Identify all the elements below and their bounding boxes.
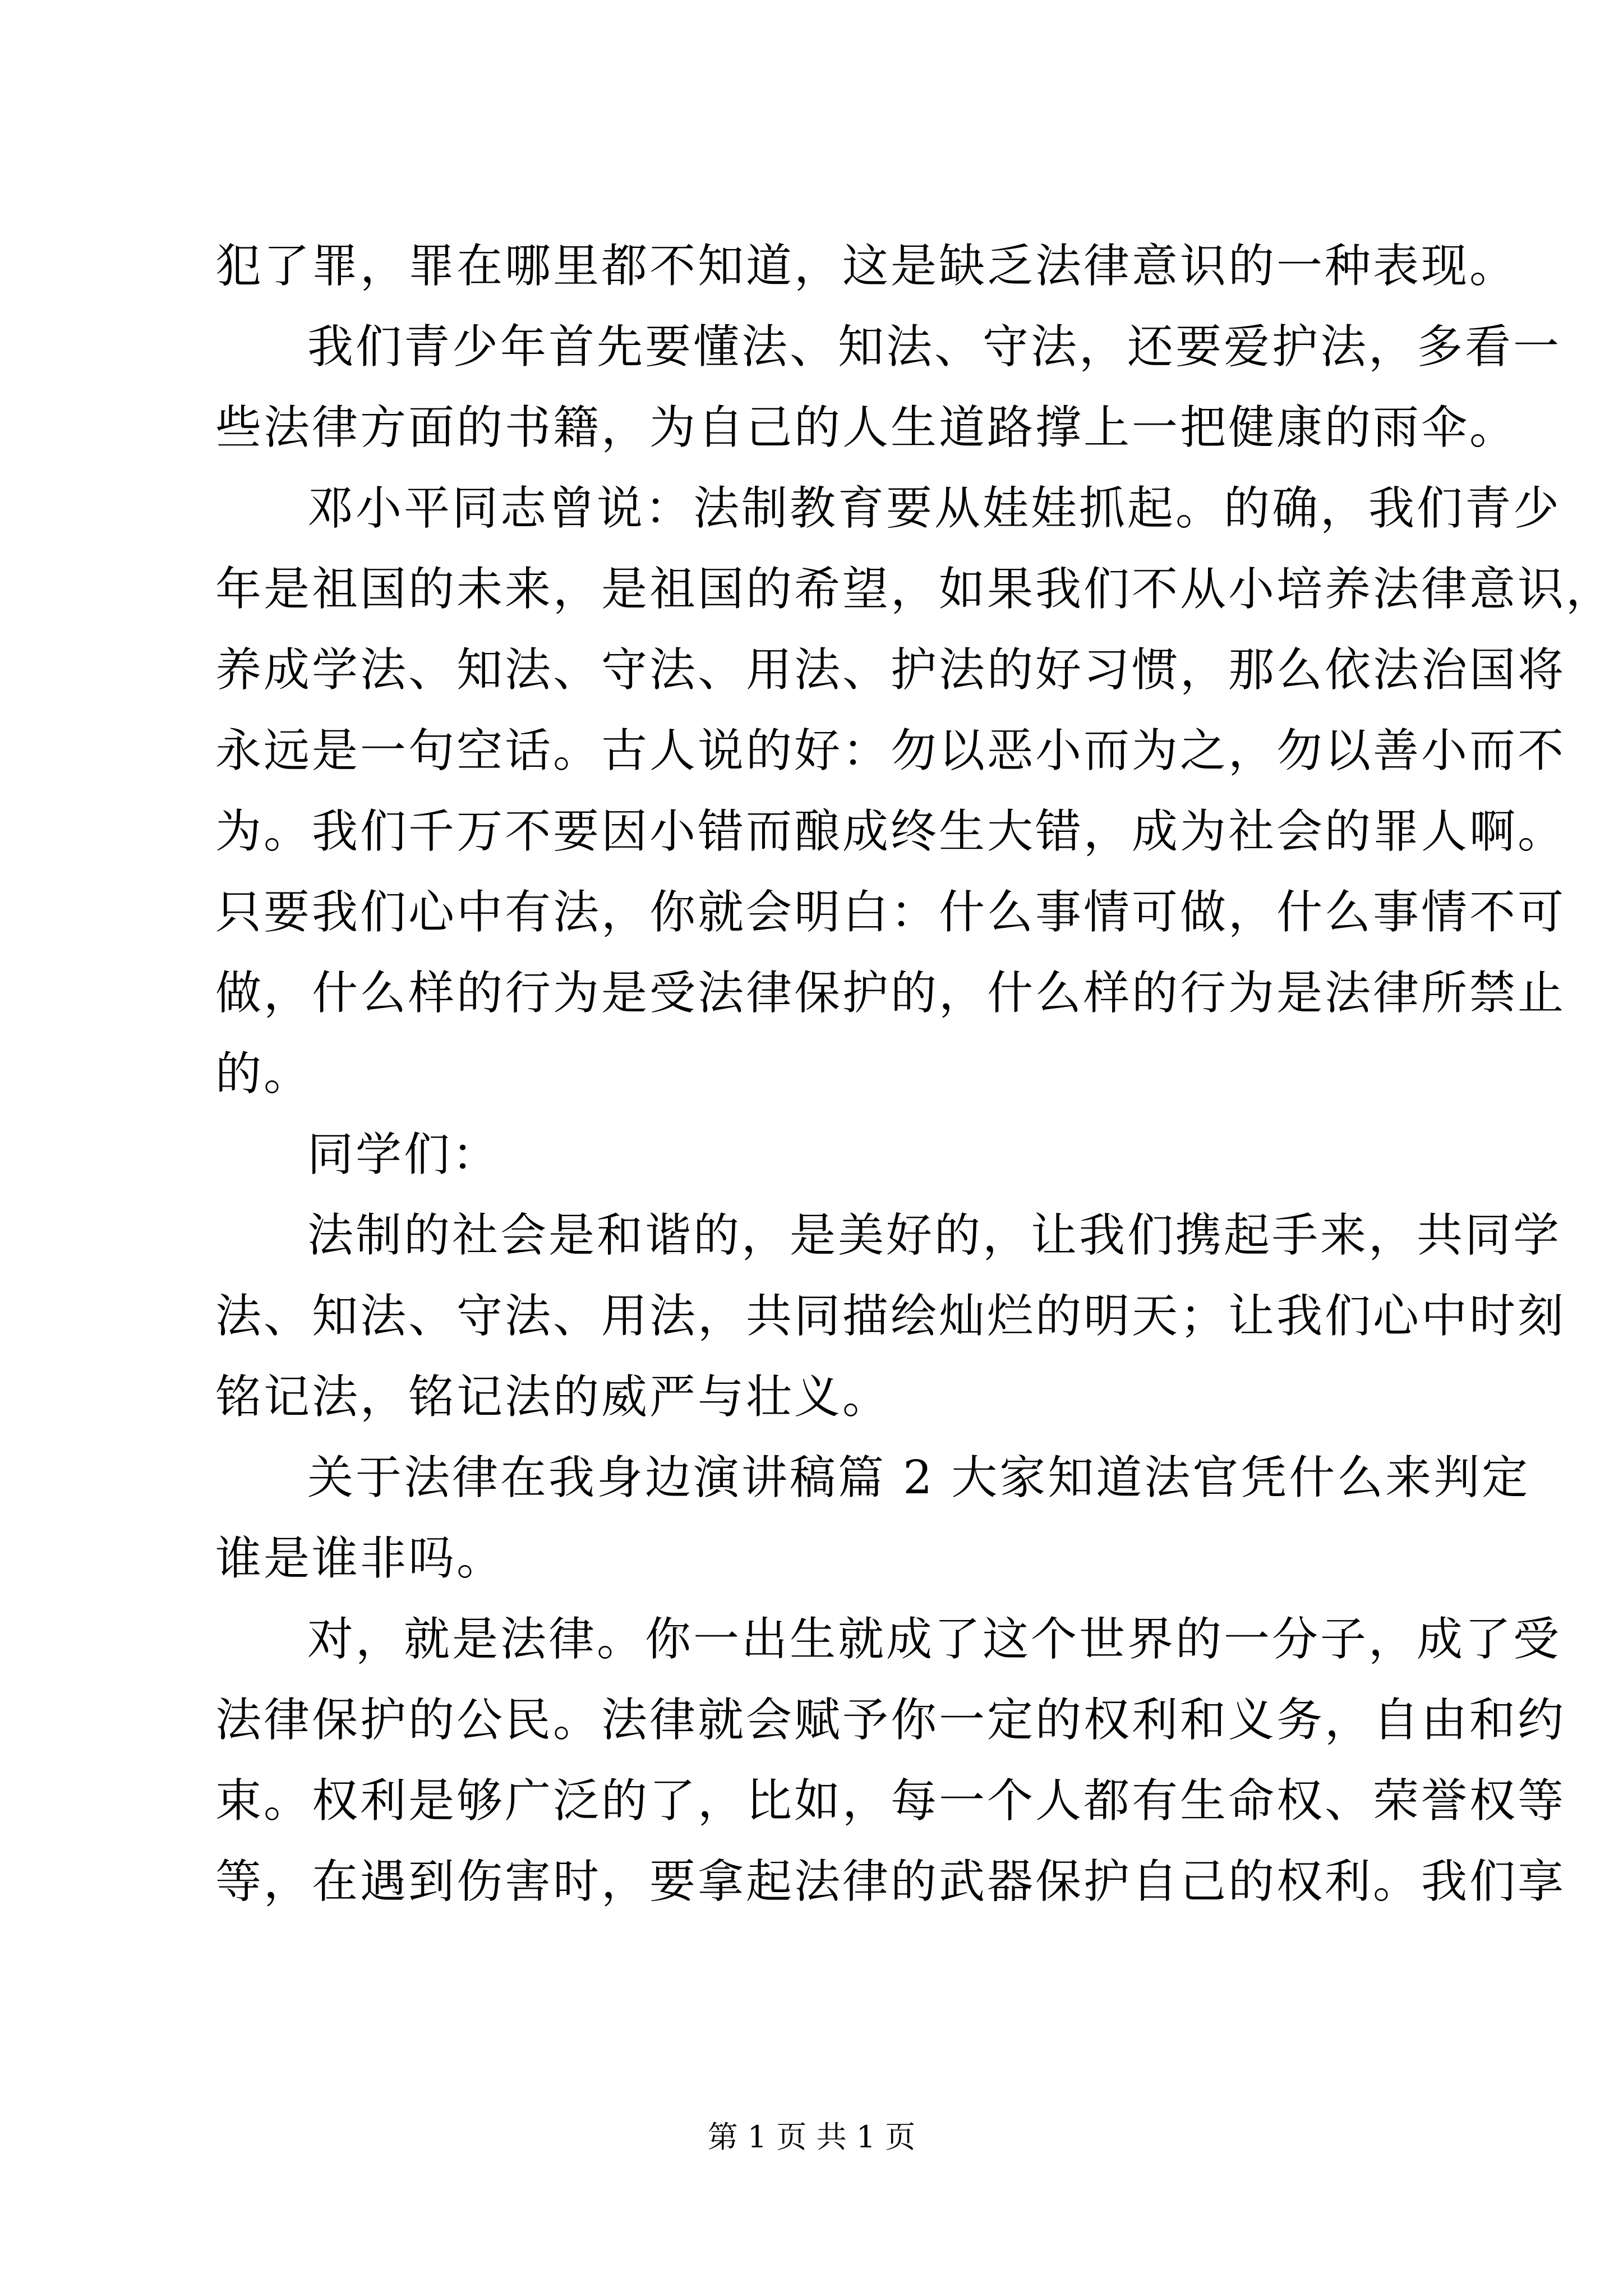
text-line: 等，在遇到伤害时，要拿起法律的武器保护自己的权利。我们享 [215, 1855, 1566, 1908]
text-line: 些法律方面的书籍，为自己的人生道路撑上一把健康的雨伞。 [215, 401, 1518, 454]
text-line: 只要我们心中有法，你就会明白：什么事情可做，什么事情不可 [215, 886, 1566, 939]
page-footer: 第 1 页 共 1 页 [707, 2119, 916, 2155]
text-line: 法律保护的公民。法律就会赋予你一定的权利和义务，自由和约 [215, 1694, 1566, 1747]
paragraph-start-line: 邓小平同志曾说：法制教育要从娃娃抓起。的确，我们青少 [307, 482, 1562, 535]
text-line: 束。权利是够广泛的了，比如，每一个人都有生命权、荣誉权等 [215, 1774, 1566, 1828]
text-line: 年是祖国的未来，是祖国的希望，如果我们不从小培养法律意识， [215, 563, 1615, 616]
paragraph-start-line: 我们青少年首先要懂法、知法、守法，还要爱护法，多看一 [307, 320, 1562, 374]
paragraph-start-line: 法制的社会是和谐的，是美好的，让我们携起手来，共同学 [307, 1209, 1562, 1262]
text-line: 的。 [215, 1047, 312, 1101]
text-line: 法、知法、守法、用法，共同描绘灿烂的明天；让我们心中时刻 [215, 1290, 1566, 1343]
salutation-line: 同学们： [307, 1128, 501, 1181]
text-line: 永远是一句空话。古人说的好：勿以恶小而为之，勿以善小而不 [215, 724, 1566, 777]
text-line: 养成学法、知法、守法、用法、护法的好习惯，那么依法治国将 [215, 643, 1566, 697]
text-line: 为。我们千万不要因小错而酿成终生大错，成为社会的罪人啊。 [215, 805, 1566, 858]
text-line: 铭记法，铭记法的威严与壮义。 [215, 1370, 891, 1424]
text-line: 谁是谁非吗。 [215, 1532, 505, 1585]
body-text [215, 226, 1615, 1922]
paragraph-start-line: 关于法律在我身边演讲稿篇 2 大家知道法官凭什么来判定 [307, 1451, 1530, 1504]
text-line: 做，什么样的行为是受法律保护的，什么样的行为是法律所禁止 [215, 967, 1566, 1020]
paragraph-start-line: 对，就是法律。你一出生就成了这个世界的一分子，成了受 [307, 1613, 1562, 1666]
text-line: 犯了罪，罪在哪里都不知道，这是缺乏法律意识的一种表现。 [215, 240, 1518, 293]
